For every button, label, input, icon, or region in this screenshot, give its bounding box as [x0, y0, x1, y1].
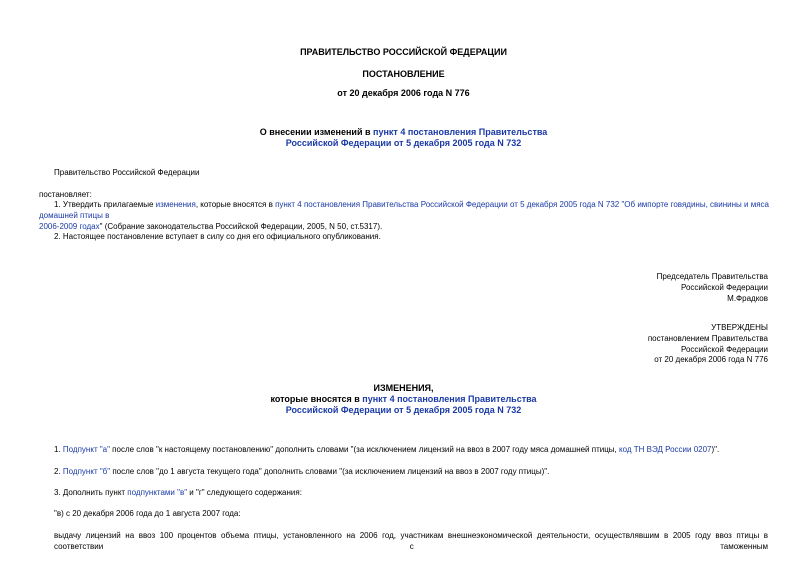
item1-text: после слов "к настоящему постановлению" дополнить словами "(за исключением лицензий на ввоз в 2007 году мяса домашней птицы, — [109, 445, 619, 454]
change-item-1 — [54, 444, 719, 455]
item1-link-code[interactable]: код ТН ВЭД России 0207 — [619, 445, 712, 454]
document-title-line2 — [0, 137, 807, 149]
approval-line1: УТВЕРЖДЕНЫ — [711, 323, 768, 332]
p1-text-2: , которые вносятся в — [195, 200, 276, 209]
p1-link-years[interactable]: 2006-2009 годах — [39, 222, 100, 231]
item3-link-subpoints[interactable]: подпунктами "в" — [127, 488, 188, 497]
doc-type-heading: ПОСТАНОВЛЕНИЕ — [362, 69, 445, 79]
p1-text-1: 1. Утвердить прилагаемые — [54, 200, 156, 209]
p1-link-resolution[interactable]: пункт 4 постановления Правительства Российской Федерации от 5 декабря 2005 года N 732 "Об импорте говядины, свинины и мяса домашней птицы в — [39, 200, 769, 220]
changes-sub-link1[interactable]: пункт 4 постановления Правительства — [362, 394, 537, 404]
paragraph-2: 2. Настоящее постановление вступает в силу со дня его официального опубликования. — [54, 232, 381, 241]
title-prefix: О внесении изменений в — [259, 127, 374, 137]
change-item-3 — [54, 487, 302, 498]
change-item-5: выдачу лицензий на ввоз 100 процентов объема птицы, установленного на 2006 год, участникам внешнеэкономической деятельности, осуществлявшим в 2005 году ввоз птицы в соответствии с таможенным — [54, 531, 768, 551]
changes-sub-prefix: которые вносятся в — [270, 394, 363, 404]
p1-text-3: " (Собрание законодательства Российской Федерации, 2005, N 50, ст.5317). — [99, 222, 383, 231]
paragraph-1 — [39, 199, 769, 232]
signature-position-line2: Российской Федерации — [681, 283, 768, 292]
item2-number: 2. — [54, 467, 63, 476]
changes-sub-link2[interactable]: Российской Федерации от 5 декабря 2005 года N 732 — [285, 405, 522, 415]
change-item-4: "в) с 20 декабря 2006 года до 1 августа 2007 года: — [54, 509, 241, 518]
government-heading: ПРАВИТЕЛЬСТВО РОССИЙСКОЙ ФЕДЕРАЦИИ — [300, 47, 507, 57]
approval-line4: от 20 декабря 2006 года N 776 — [654, 355, 768, 364]
item1-number: 1. — [54, 445, 63, 454]
changes-heading: ИЗМЕНЕНИЯ, — [373, 383, 434, 393]
item2-text: после слов "до 1 августа текущего года" дополнить словами "(за исключением лицензий на ввоз в 2007 году птицы)". — [110, 467, 550, 476]
decrees-text: постановляет: — [39, 190, 92, 199]
title-link-line2[interactable]: Российской Федерации от 5 декабря 2005 года N 732 — [285, 138, 522, 148]
signature-name: М.Фрадков — [727, 294, 768, 303]
item3-text: 3. Дополнить пункт — [54, 488, 128, 497]
title-link-line1[interactable]: пункт 4 постановления Правительства — [373, 127, 548, 137]
changes-subheading-line2 — [0, 404, 807, 416]
item1-link-subpoint-a[interactable]: Подпункт "а" — [62, 445, 110, 454]
item1-text-end: )". — [711, 445, 720, 454]
p1-link-changes[interactable]: изменения — [155, 200, 196, 209]
approval-line2: постановлением Правительства — [647, 334, 768, 343]
signature-position-line1: Председатель Правительства — [656, 272, 768, 281]
approval-line3: Российской Федерации — [681, 345, 768, 354]
issuer-text: Правительство Российской Федерации — [54, 168, 200, 177]
item2-link-subpoint-b[interactable]: Подпункт "б" — [62, 467, 111, 476]
doc-date-number: от 20 декабря 2006 года N 776 — [337, 88, 470, 98]
change-item-2 — [54, 466, 549, 477]
item3-text-end: и "г" следующего содержания: — [187, 488, 302, 497]
